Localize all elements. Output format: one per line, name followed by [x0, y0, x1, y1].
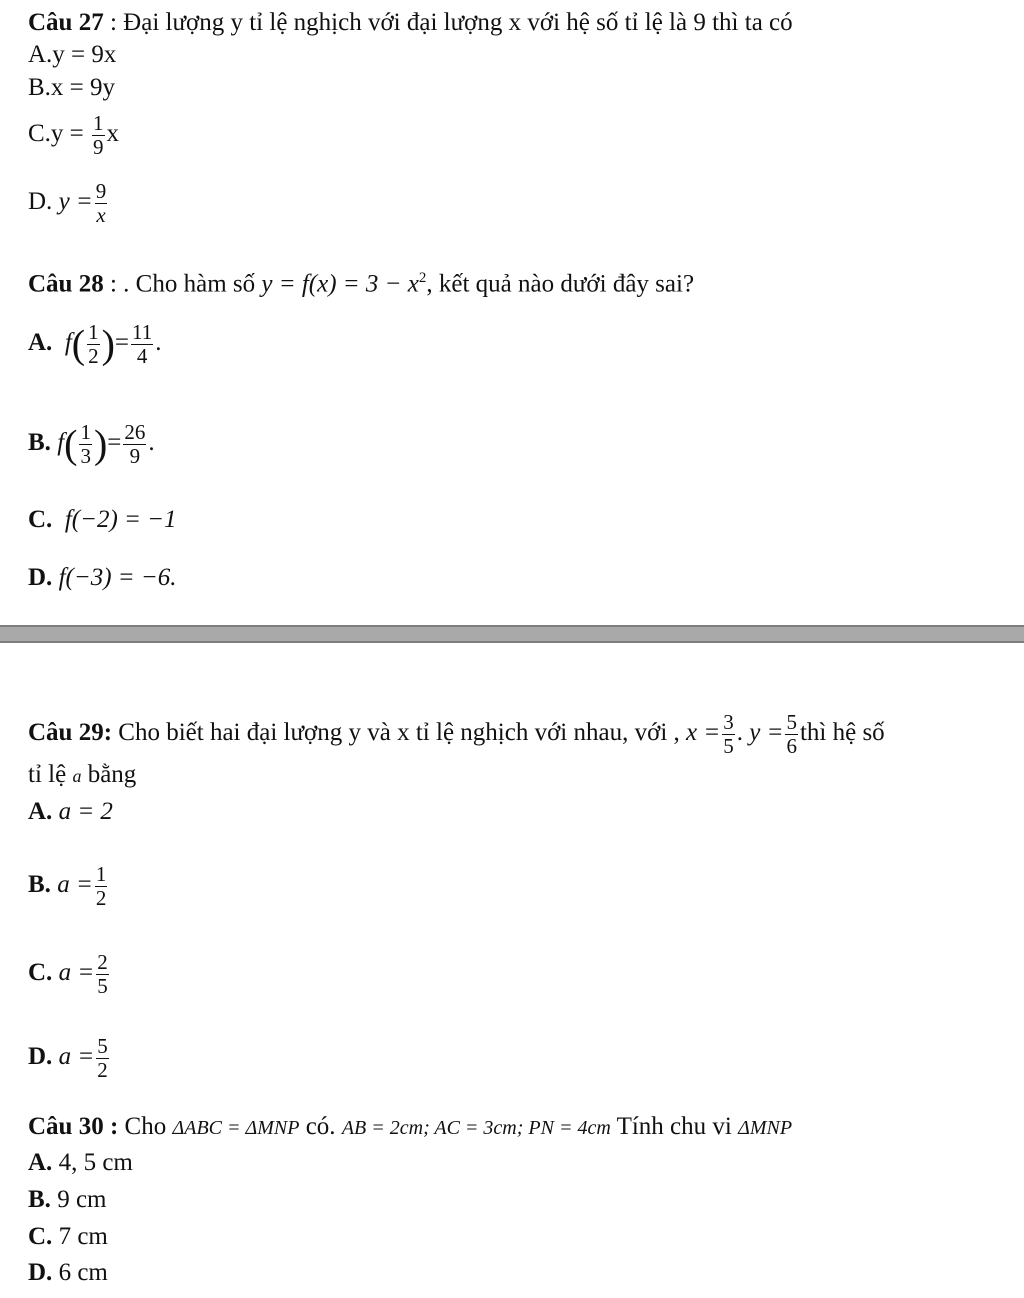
fraction — [96, 952, 109, 997]
q30-c-label: C. — [28, 1223, 53, 1250]
q28-label: Câu 28 — [28, 270, 104, 298]
q28-option-c — [28, 505, 177, 535]
q30-stem — [28, 1112, 792, 1143]
q28-option-b: B. f( $\frac{1}{3}$ )= $\frac{26}{9}$ . — [28, 420, 155, 468]
section-divider — [0, 625, 1024, 643]
q29-x-lhs: x = — [686, 719, 721, 747]
denominator: 6 — [786, 734, 797, 758]
q27-d-label: D. — [28, 188, 53, 216]
q30-text2: có. — [299, 1113, 342, 1140]
denominator: 9 — [129, 444, 141, 468]
q30-given: AB = 2cm; AC = 3cm; PN = 4cm — [341, 1117, 611, 1139]
fraction — [79, 422, 92, 467]
q27-option-d — [28, 181, 109, 226]
q30-option-a — [28, 1148, 133, 1178]
q30-c-text: 7 cm — [52, 1223, 108, 1250]
fraction — [92, 113, 105, 158]
q29-d-label: D. — [28, 1043, 53, 1071]
q29-text2: tỉ lệ — [28, 761, 73, 788]
q29-text2-end: bằng — [81, 761, 137, 788]
q28-d-label: D. — [28, 564, 53, 591]
q29-stem — [28, 712, 885, 757]
q29-text-end: thì hệ số — [799, 719, 885, 747]
q27-d-lhs: y = — [58, 188, 93, 216]
q30-text1: Cho — [118, 1113, 173, 1140]
fraction — [785, 712, 798, 757]
fraction — [87, 322, 100, 367]
q30-option-c — [28, 1222, 108, 1252]
q29-var: a — [72, 766, 82, 786]
q29-y-lhs: y = — [742, 719, 784, 747]
q28-b-label: B. — [28, 429, 51, 457]
numerator: 1 — [80, 420, 91, 444]
q29-option-d — [28, 1036, 111, 1081]
q29-mid: . — [736, 719, 743, 747]
q27-option-c — [28, 113, 119, 158]
q30-b-text: 9 cm — [50, 1186, 107, 1213]
q29-option-c — [28, 952, 111, 997]
numerator: 1 — [95, 862, 107, 886]
q27-text: Đại lượng y tỉ lệ nghịch với đại lượng x với hệ số tỉ lệ là 9 thì ta có — [123, 9, 793, 36]
q30-option-b — [28, 1185, 106, 1215]
fraction — [95, 181, 108, 226]
numerator: 1 — [88, 320, 99, 344]
numerator: 1 — [93, 111, 104, 135]
q28-text-after: , kết quả nào dưới đây sai? — [426, 270, 695, 298]
q28-exp: 2 — [418, 270, 427, 286]
q28-func: y = f(x) = 3 − x — [261, 270, 419, 298]
q28-sep: : . — [103, 270, 136, 298]
q29-a-label: A. — [28, 798, 53, 825]
denominator: 2 — [88, 344, 99, 368]
q27-option-b: B.x = 9y — [28, 74, 116, 101]
q28-a-label: A. — [28, 329, 53, 357]
numerator: 26 — [124, 420, 146, 444]
q27-sep: : — [103, 9, 124, 36]
q29-a-expr: a = 2 — [58, 798, 113, 825]
numerator: 5 — [786, 710, 797, 734]
q30-tri2: ΔMNP — [738, 1117, 793, 1139]
q28-c-expr: f(−2) = −1 — [64, 506, 177, 533]
q30-a-label: A. — [28, 1149, 53, 1176]
numerator: 3 — [723, 710, 734, 734]
denominator: 2 — [95, 886, 107, 910]
q30-a-text: 4, 5 cm — [52, 1149, 133, 1176]
q29-b-lhs: a = — [57, 871, 93, 899]
q30-d-text: 6 cm — [52, 1259, 108, 1286]
numerator: 11 — [132, 320, 153, 344]
q29-option-b — [28, 864, 109, 909]
denominator: 9 — [93, 135, 104, 159]
q30-b-label: B. — [28, 1186, 51, 1213]
numerator: 9 — [95, 179, 107, 203]
q29-option-a — [28, 797, 113, 827]
fraction — [123, 422, 146, 467]
denominator: 5 — [97, 974, 108, 998]
numerator: 5 — [97, 1034, 108, 1058]
q28-option-a: A. f( $\frac{1}{2}$ )= $\frac{11}{4}$ . — [28, 320, 162, 368]
denominator: 4 — [136, 344, 148, 368]
denominator: 5 — [723, 734, 734, 758]
denominator: x — [96, 203, 106, 227]
q30-d-label: D. — [28, 1259, 53, 1286]
q29-d-lhs: a = — [58, 1043, 95, 1071]
q29-text: Cho biết hai đại lượng y và x tỉ lệ nghịch với nhau, với , — [112, 719, 687, 747]
q29-c-label: C. — [28, 959, 53, 987]
fraction — [722, 712, 735, 757]
fraction — [96, 1036, 109, 1081]
q28-d-expr: f(−3) = −6. — [58, 564, 177, 591]
denominator: 3 — [80, 444, 91, 468]
q28-option-d — [28, 563, 177, 593]
q28-c-label: C. — [28, 506, 53, 533]
q27-option-a: A.y = 9x — [28, 41, 117, 68]
q29-label: Câu 29: — [28, 719, 113, 747]
fraction — [95, 864, 108, 909]
q27-label: Câu 27 — [28, 9, 104, 36]
q29-c-lhs: a = — [58, 959, 95, 987]
q30-text3: Tính chu vi — [610, 1113, 739, 1140]
q27-c-prefix: C.y = — [28, 120, 91, 148]
q27-c-suffix: x — [106, 120, 120, 148]
denominator: 2 — [97, 1058, 108, 1082]
q28-text-before: Cho hàm số — [135, 270, 262, 298]
q30-tri: ΔABC = ΔMNP — [172, 1117, 300, 1139]
q29-b-label: B. — [28, 871, 51, 899]
fraction — [131, 322, 153, 367]
q30-label: Câu 30 : — [28, 1113, 119, 1140]
q27-stem — [28, 8, 793, 38]
q29-stem-line2 — [28, 760, 136, 791]
numerator: 2 — [97, 950, 108, 974]
q30-option-d — [28, 1258, 108, 1288]
q28-stem — [28, 263, 694, 299]
